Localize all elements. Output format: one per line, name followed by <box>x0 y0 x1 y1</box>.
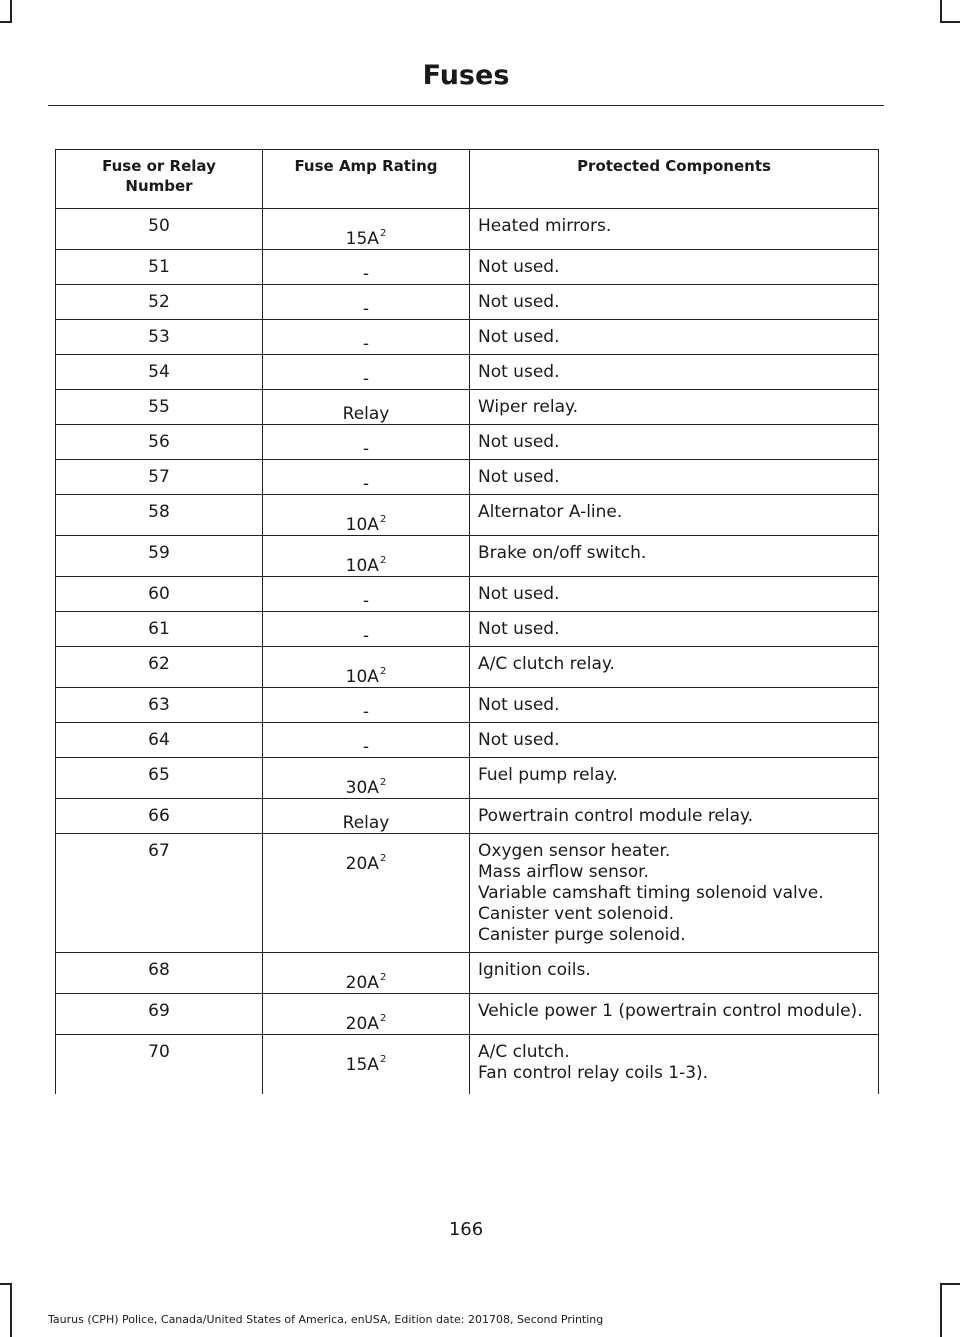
component-line: A/C clutch relay. <box>478 654 615 674</box>
fuse-table <box>55 149 879 1094</box>
component-line: Not used. <box>478 467 560 487</box>
amp-rating-cell <box>263 723 470 758</box>
protected-components-cell <box>470 460 879 495</box>
amp-rating-text: 20A <box>345 973 379 993</box>
amp-rating-text: - <box>362 299 370 319</box>
amp-rating-value <box>346 223 387 250</box>
amp-rating-text: - <box>362 264 370 284</box>
table-row <box>56 390 879 425</box>
table-row <box>56 320 879 355</box>
table-row <box>56 953 879 994</box>
component-line: Not used. <box>478 362 560 382</box>
footnote-marker: 2 <box>379 1054 387 1065</box>
component-line: A/C clutch. <box>478 1042 570 1062</box>
table-row <box>56 495 879 536</box>
table-row <box>56 577 879 612</box>
fuse-number-cell: 61 <box>56 612 263 647</box>
component-line: Heated mirrors. <box>478 216 612 236</box>
fuse-number-cell: 68 <box>56 953 263 994</box>
crop-mark-top-left-v <box>10 0 12 22</box>
amp-rating-cell <box>263 647 470 688</box>
fuse-number-cell: 58 <box>56 495 263 536</box>
component-line: Fuel pump relay. <box>478 765 618 785</box>
amp-rating-value <box>343 404 390 425</box>
component-line: Canister purge solenoid. <box>478 925 686 945</box>
table-row <box>56 688 879 723</box>
amp-rating-text: 10A <box>345 515 379 535</box>
amp-rating-cell <box>263 577 470 612</box>
footnote-marker: 2 <box>379 666 387 677</box>
fuse-number-cell: 56 <box>56 425 263 460</box>
footnote-marker: 2 <box>379 777 387 788</box>
component-line: Canister vent solenoid. <box>478 904 675 924</box>
protected-components-cell <box>470 390 879 425</box>
amp-rating-text: - <box>362 474 370 494</box>
amp-rating-cell <box>263 355 470 390</box>
fuse-number-cell: 65 <box>56 758 263 799</box>
amp-rating-value <box>346 661 387 688</box>
component-line: Alternator A-line. <box>478 502 623 522</box>
fuse-number-cell: 59 <box>56 536 263 577</box>
amp-rating-value <box>346 1049 387 1076</box>
footnote-marker: 2 <box>379 853 387 864</box>
protected-components-cell <box>470 994 879 1035</box>
amp-rating-text: 20A <box>345 854 379 874</box>
crop-mark-top-right-h <box>940 21 960 23</box>
amp-rating-cell <box>263 390 470 425</box>
fuse-number-cell: 50 <box>56 209 263 250</box>
protected-components-cell <box>470 577 879 612</box>
amp-rating-cell <box>263 425 470 460</box>
amp-rating-value <box>346 967 387 994</box>
amp-rating-cell <box>263 536 470 577</box>
amp-rating-text: - <box>362 737 370 757</box>
amp-rating-text: 15A <box>345 1055 379 1075</box>
amp-rating-cell <box>263 834 470 953</box>
amp-rating-value <box>363 591 369 612</box>
table-row <box>56 612 879 647</box>
crop-mark-top-right-v <box>940 0 942 22</box>
component-line: Not used. <box>478 257 560 277</box>
component-line: Brake on/off switch. <box>478 543 647 563</box>
component-line: Not used. <box>478 432 560 452</box>
amp-rating-value <box>363 299 369 320</box>
amp-rating-value <box>343 813 390 834</box>
component-line: Not used. <box>478 584 560 604</box>
amp-rating-cell <box>263 495 470 536</box>
component-line: Variable camshaft timing solenoid valve. <box>478 883 824 903</box>
component-line: Not used. <box>478 327 560 347</box>
table-row <box>56 647 879 688</box>
component-line: Vehicle power 1 (powertrain control module). <box>478 1001 863 1021</box>
amp-rating-cell <box>263 688 470 723</box>
amp-rating-text: 20A <box>345 1014 379 1034</box>
protected-components-cell <box>470 355 879 390</box>
protected-components-cell <box>470 834 879 953</box>
protected-components-cell <box>470 285 879 320</box>
component-line: Powertrain control module relay. <box>478 806 754 826</box>
fuse-number-cell: 55 <box>56 390 263 425</box>
page-number: 166 <box>448 1219 484 1240</box>
amp-rating-text: - <box>362 369 370 389</box>
fuse-number-cell: 67 <box>56 834 263 953</box>
amp-rating-value <box>363 737 369 758</box>
amp-rating-cell <box>263 285 470 320</box>
component-line: Wiper relay. <box>478 397 579 417</box>
footnote-marker: 2 <box>379 1013 387 1024</box>
table-row <box>56 355 879 390</box>
fuse-number-cell: 57 <box>56 460 263 495</box>
fuse-number-cell: 54 <box>56 355 263 390</box>
amp-rating-text: - <box>362 334 370 354</box>
table-row <box>56 834 879 953</box>
protected-components-cell <box>470 425 879 460</box>
fuse-number-cell: 63 <box>56 688 263 723</box>
fuse-number-cell: 64 <box>56 723 263 758</box>
component-line: Fan control relay coils 1-3). <box>478 1063 709 1083</box>
component-line: Mass airflow sensor. <box>478 862 649 882</box>
table-row <box>56 799 879 834</box>
amp-rating-value <box>346 1008 387 1035</box>
crop-mark-bottom-left-h <box>0 1283 12 1285</box>
fuse-number-cell: 69 <box>56 994 263 1035</box>
component-line: Not used. <box>478 695 560 715</box>
crop-mark-bottom-right-v <box>940 1283 942 1337</box>
amp-rating-value <box>346 509 387 536</box>
amp-rating-text: 10A <box>345 667 379 687</box>
fuse-number-cell: 66 <box>56 799 263 834</box>
amp-rating-value <box>363 439 369 460</box>
table-row <box>56 460 879 495</box>
amp-rating-value <box>363 626 369 647</box>
table-row <box>56 285 879 320</box>
component-line: Not used. <box>478 619 560 639</box>
fuse-number-cell: 53 <box>56 320 263 355</box>
protected-components-cell <box>470 209 879 250</box>
crop-mark-bottom-right-h <box>940 1283 960 1285</box>
header-protected-components: Protected Components <box>470 150 879 209</box>
amp-rating-value <box>363 369 369 390</box>
amp-rating-cell <box>263 758 470 799</box>
amp-rating-value <box>346 772 387 799</box>
footnote-marker: 2 <box>379 972 387 983</box>
header-amp-rating: Fuse Amp Rating <box>263 150 470 209</box>
amp-rating-cell <box>263 1035 470 1095</box>
footer-edition-text: Taurus (CPH) Police, Canada/United States of America, enUSA, Edition date: 201708, Second Printing <box>48 1313 604 1326</box>
table-row <box>56 536 879 577</box>
protected-components-cell <box>470 723 879 758</box>
amp-rating-cell <box>263 994 470 1035</box>
protected-components-cell <box>470 647 879 688</box>
table-row <box>56 209 879 250</box>
fuse-number-cell: 51 <box>56 250 263 285</box>
protected-components-cell <box>470 1035 879 1095</box>
amp-rating-text: Relay <box>342 813 390 833</box>
amp-rating-value <box>363 264 369 285</box>
amp-rating-cell <box>263 612 470 647</box>
component-line: Not used. <box>478 292 560 312</box>
page-title: Fuses <box>422 60 510 91</box>
protected-components-cell <box>470 320 879 355</box>
footnote-marker: 2 <box>379 555 387 566</box>
footnote-marker: 2 <box>379 514 387 525</box>
protected-components-cell <box>470 688 879 723</box>
amp-rating-cell <box>263 250 470 285</box>
table-row <box>56 1035 879 1095</box>
protected-components-cell <box>470 953 879 994</box>
amp-rating-text: - <box>362 702 370 722</box>
amp-rating-text: - <box>362 439 370 459</box>
amp-rating-cell <box>263 799 470 834</box>
component-line: Ignition coils. <box>478 960 591 980</box>
protected-components-cell <box>470 799 879 834</box>
crop-mark-top-left-h <box>0 21 12 23</box>
amp-rating-cell <box>263 209 470 250</box>
amp-rating-cell <box>263 320 470 355</box>
fuse-number-cell: 60 <box>56 577 263 612</box>
amp-rating-text: 15A <box>345 229 379 249</box>
protected-components-cell <box>470 250 879 285</box>
amp-rating-text: - <box>362 626 370 646</box>
protected-components-cell <box>470 536 879 577</box>
component-line: Not used. <box>478 730 560 750</box>
amp-rating-value <box>346 848 387 875</box>
amp-rating-value <box>363 474 369 495</box>
footnote-marker: 2 <box>379 228 387 239</box>
fuse-number-cell: 62 <box>56 647 263 688</box>
amp-rating-value <box>346 550 387 577</box>
table-row <box>56 425 879 460</box>
amp-rating-text: - <box>362 591 370 611</box>
amp-rating-value <box>363 334 369 355</box>
amp-rating-cell <box>263 460 470 495</box>
fuse-number-cell: 52 <box>56 285 263 320</box>
crop-mark-bottom-left-v <box>10 1283 12 1337</box>
fuse-number-cell: 70 <box>56 1035 263 1095</box>
component-line: Oxygen sensor heater. <box>478 841 671 861</box>
amp-rating-text: 30A <box>345 778 379 798</box>
amp-rating-cell <box>263 953 470 994</box>
protected-components-cell <box>470 495 879 536</box>
amp-rating-text: Relay <box>342 404 390 424</box>
table-row <box>56 250 879 285</box>
header-divider <box>48 105 884 106</box>
amp-rating-value <box>363 702 369 723</box>
amp-rating-text: 10A <box>345 556 379 576</box>
fuse-table-body <box>56 209 879 1095</box>
table-row <box>56 994 879 1035</box>
table-header-row <box>56 150 879 209</box>
protected-components-cell <box>470 758 879 799</box>
protected-components-cell <box>470 612 879 647</box>
table-row <box>56 758 879 799</box>
table-row <box>56 723 879 758</box>
header-fuse-number: Fuse or Relay Number <box>56 150 263 209</box>
